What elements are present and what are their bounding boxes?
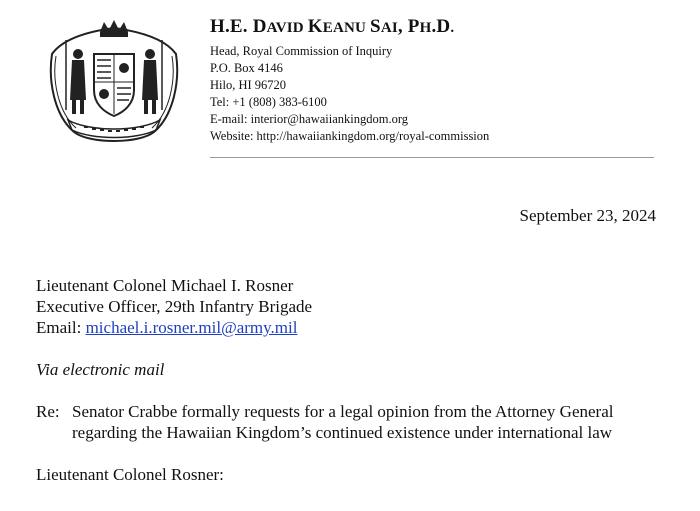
subject-text: Senator Crabbe formally requests for a legal opinion from the Attorney General regarding the Hawaiian Kingdom’s continued existence under international law	[72, 402, 614, 442]
royal-coat-of-arms-seal-icon	[44, 20, 184, 150]
sender-city: Hilo, HI 96720	[210, 78, 287, 92]
letterhead-divider	[210, 157, 654, 158]
subject-line	[36, 401, 666, 443]
sender-website: Website: http://hawaiiankingdom.org/royal-commission	[210, 129, 490, 143]
recipient-email-link[interactable]: michael.i.rosner.mil@army.mil	[85, 318, 298, 337]
sender-po-box: P.O. Box 4146	[210, 61, 283, 75]
recipient-email-line	[36, 317, 666, 338]
letter-date: September 23, 2024	[519, 206, 656, 225]
subject-label: Re:	[36, 402, 60, 421]
recipient-email-label: Email:	[36, 318, 86, 337]
letterhead	[210, 16, 655, 145]
sender-email: E-mail: interior@hawaiiankingdom.org	[210, 112, 409, 126]
recipient-title: Executive Officer, 29th Infantry Brigade	[36, 297, 313, 316]
salutation: Lieutenant Colonel Rosner:	[36, 465, 224, 484]
delivery-method: Via electronic mail	[36, 360, 165, 379]
recipient-name: Lieutenant Colonel Michael I. Rosner	[36, 276, 294, 295]
sender-title: Head, Royal Commission of Inquiry	[210, 44, 393, 58]
letter-body	[36, 275, 666, 485]
sender-phone: Tel: +1 (808) 383-6100	[210, 95, 327, 109]
sender-name: H.E. DAVID KEANU SAI, PH.D.	[210, 16, 455, 37]
